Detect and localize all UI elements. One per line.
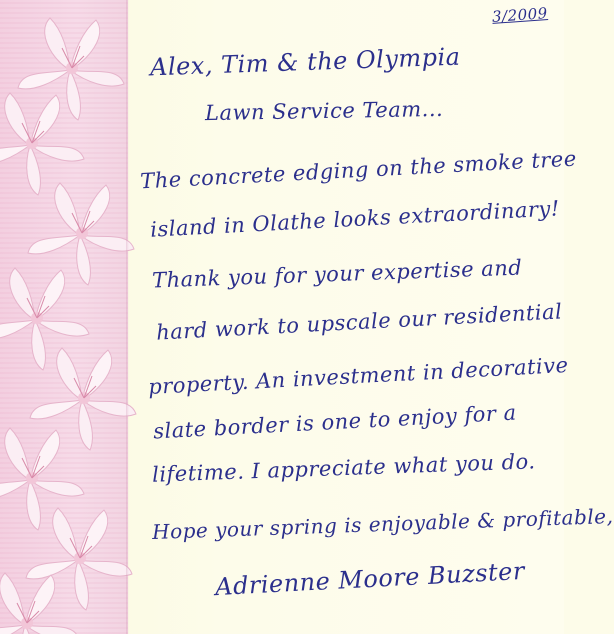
body-line: slate border is one to enjoy for a bbox=[152, 400, 518, 444]
body-line: lifetime. I appreciate what you do. bbox=[151, 449, 536, 487]
greeting-line-2: Lawn Service Team... bbox=[204, 96, 444, 126]
body-line: The concrete edging on the smoke tree bbox=[139, 146, 578, 194]
body-line: property. An investment in decorative bbox=[147, 353, 570, 399]
greeting-line-1: Alex, Tim & the Olympia bbox=[149, 42, 461, 82]
border-edge bbox=[126, 0, 129, 634]
closing-line: Hope your spring is enjoyable & profitable, bbox=[151, 503, 614, 545]
body-line: Thank you for your expertise and bbox=[151, 255, 523, 293]
body-line: hard work to upscale our residential bbox=[155, 299, 563, 345]
lily-pattern-icon bbox=[0, 0, 128, 634]
signature: Adrienne Moore Buzster bbox=[214, 556, 526, 602]
note-date: 3/2009 bbox=[491, 4, 549, 26]
floral-border bbox=[0, 0, 128, 634]
body-line: island in Olathe looks extraordinary! bbox=[149, 196, 561, 242]
